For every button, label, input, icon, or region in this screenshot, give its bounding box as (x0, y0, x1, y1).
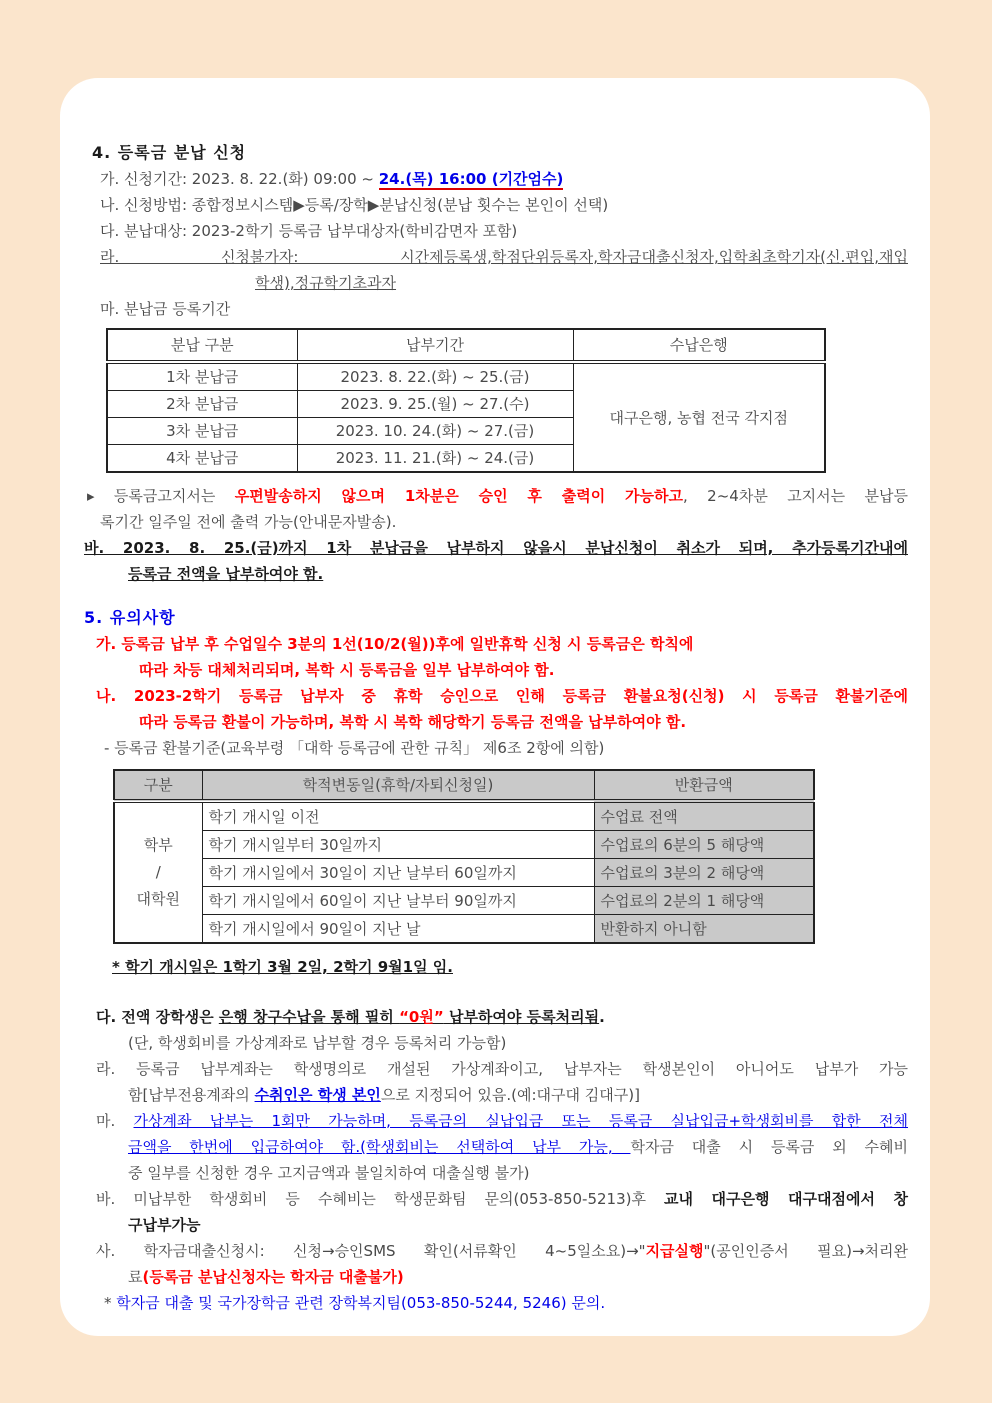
text-line (84, 657, 908, 683)
table-cell: 학기 개시일부터 30일까지 (202, 831, 594, 859)
text-segment: 사. 학자금대출신청시: 신청→승인SMS 확인(서류확인 4~5일소요)→" (96, 1242, 646, 1260)
group-label-line: / (155, 863, 161, 881)
section5-item-refund-request (84, 683, 908, 735)
table-cell: 수업료의 6분의 5 해당액 (594, 831, 814, 859)
table-row (114, 831, 814, 859)
text-line (84, 192, 908, 218)
text-line (84, 1030, 908, 1056)
section5-note-loan-contact (84, 1290, 908, 1316)
document-content (84, 140, 908, 1316)
section5-note-semester-start (84, 954, 908, 980)
text-segment: 가. 신청기간: 2023. 8. 22.(화) 09:00 ~ (100, 170, 379, 188)
text-line (84, 296, 908, 322)
text-line (84, 1290, 908, 1316)
section4-item-application-method (84, 192, 908, 218)
text-line (84, 1004, 908, 1030)
text-segment: 24.(목) 16:00 (기간엄수) (378, 170, 564, 188)
section4-item-registration-period (84, 296, 908, 322)
section5-item-virtual-account (84, 1056, 908, 1108)
text-segment: 학생),정규학기초과자 (255, 274, 397, 292)
text-line (84, 1108, 908, 1134)
text-line (84, 166, 908, 192)
table-header-cell: 학적변동일(휴학/자퇴신청일) (202, 770, 594, 801)
table-row (114, 887, 814, 915)
text-segment: 지급실행 (645, 1242, 704, 1260)
text-segment: 가상계좌 납부는 1회만 가능하며, 등록금의 실납입금 또는 등록금 실납입금+학생회비를 합한 전체 (133, 1112, 908, 1130)
text-segment: 따라 차등 대체처리되며, 복학 시 등록금을 일부 납부하여야 함. (139, 661, 555, 679)
section4-note-bill-print (84, 483, 908, 535)
text-segment: 은행 창구수납을 통해 필히 (218, 1008, 400, 1026)
text-segment: * (104, 1294, 117, 1312)
text-line (84, 1082, 908, 1108)
section5-note-refund-criteria (84, 735, 908, 761)
text-line (84, 218, 908, 244)
text-segment: (단, 학생회비를 가상계좌로 납부할 경우 등록처리 가능함) (128, 1034, 507, 1052)
text-segment: 우편발송하지 않으며 1차분은 승인 후 출력이 가능하고 (234, 487, 684, 505)
text-segment: 교내 대구은행 대구대점에서 창 (664, 1190, 909, 1208)
text-segment: 학자금 대출 시 등록금 외 수혜비 (630, 1138, 908, 1156)
text-segment: 마. (96, 1112, 134, 1130)
text-line (84, 1134, 908, 1160)
text-line (84, 1056, 908, 1082)
text-segment: 나. 2023-2학기 등록금 납부자 중 휴학 승인으로 인해 등록금 환불요청(신청) 시 등록금 환불기준에 (96, 687, 908, 705)
section5-item-leave-of-absence (84, 631, 908, 683)
text-segment: * 학기 개시일은 1학기 3월 2일, 2학기 9월1일 임. (112, 958, 453, 976)
text-segment: 다. 전액 장학생은 (96, 1008, 219, 1026)
text-segment: . (599, 1008, 605, 1026)
text-line (84, 631, 908, 657)
text-segment: 등록금 전액을 납부하여야 함. (128, 565, 324, 583)
text-segment: ▸ (87, 487, 114, 505)
text-segment: 바. 2023. 8. 25.(금)까지 1차 분납금을 납부하지 않을시 분납신청이 취소가 되며, 추가등록기간내에 (84, 539, 908, 557)
text-line (84, 561, 908, 587)
installment-schedule-table (106, 328, 826, 473)
text-line (84, 1212, 908, 1238)
text-segment: 바. 미납부한 학생회비 등 수혜비는 학생문화팀 문의(053-850-5213)후 (96, 1190, 665, 1208)
section5-item-one-time-deposit (84, 1108, 908, 1186)
text-line (84, 1238, 908, 1264)
text-segment: (등록금 분납신청자는 학자금 대출불가) (142, 1268, 404, 1286)
text-line (84, 1160, 908, 1186)
text-line (84, 683, 908, 709)
group-label-line: 대학원 (136, 890, 180, 908)
table-header-cell: 수납은행 (573, 329, 825, 362)
section4-item-not-eligible (84, 244, 908, 296)
table-cell: 학기 개시일에서 60일이 지난 날부터 90일까지 (202, 887, 594, 915)
text-segment: 학자금 대출 및 국가장학금 관련 장학복지팀(053-850-5244, 5246) 문의. (116, 1294, 606, 1312)
text-segment: “0원” (399, 1008, 444, 1026)
table-cell: 반환하지 아니함 (594, 915, 814, 944)
text-segment: 다. 분납대상: 2023-2학기 등록금 납부대상자(학비감면자 포함) (100, 222, 518, 240)
text-line (84, 709, 908, 735)
section4-item-application-period (84, 166, 908, 192)
table-cell: 수업료의 2분의 1 해당액 (594, 887, 814, 915)
table-cell: 3차 분납금 (107, 418, 297, 445)
section4-item-target (84, 218, 908, 244)
section4-item-cancellation (84, 535, 908, 587)
text-segment: 납부하여야 등록처리됨 (443, 1008, 600, 1026)
table-cell: 2023. 11. 21.(화) ~ 24.(금) (297, 445, 573, 473)
table-cell: 수업료의 3분의 2 해당액 (594, 859, 814, 887)
text-segment: 등록금고지서는 (113, 487, 235, 505)
table-row (114, 859, 814, 887)
table-cell: 수업료 전액 (594, 801, 814, 831)
text-segment: "(공인인증서 필요)→처리완 (703, 1242, 908, 1260)
text-segment: 구납부가능 (128, 1216, 201, 1234)
text-line (84, 735, 908, 761)
text-line (84, 483, 908, 509)
table-header-cell: 납부기간 (297, 329, 573, 362)
table-cell: 1차 분납금 (107, 362, 297, 391)
table-cell: 학기 개시일에서 90일이 지난 날 (202, 915, 594, 944)
text-segment: 수취인은 학생 본인 (254, 1086, 381, 1104)
text-segment: 라. 등록금 납부계좌는 학생명의로 개설된 가상계좌이고, 납부자는 학생본인이 아니어도 납부가 가능 (96, 1060, 908, 1078)
text-line (84, 535, 908, 561)
text-segment: 가. 등록금 납부 후 수업일수 3분의 1선(10/2(월))후에 일반휴학 신청 시 등록금은 학칙에 (96, 635, 694, 653)
section5-title: 5. 유의사항 (84, 608, 176, 627)
section4-title: 4. 등록금 분납 신청 (92, 143, 247, 162)
table-cell: 2023. 8. 22.(화) ~ 25.(금) (297, 362, 573, 391)
section5-item-full-scholarship (84, 1004, 908, 1056)
text-segment: 으로 지정되어 있음.(예:대구대 김대구)] (380, 1086, 640, 1104)
text-segment: 따라 등록금 환불이 가능하며, 복학 시 복학 해당학기 등록금 전액을 납부하여야 함. (139, 713, 687, 731)
section5-item-unpaid-fees (84, 1186, 908, 1238)
table-cell: 2차 분납금 (107, 391, 297, 418)
table-cell-bank: 대구은행, 농협 전국 각지점 (573, 362, 825, 472)
text-line (84, 244, 908, 270)
text-line (84, 509, 908, 535)
text-segment: 록기간 일주일 전에 출력 가능(안내문자발송). (100, 513, 397, 531)
table-row (114, 801, 814, 831)
table-row (114, 915, 814, 944)
table-cell: 4차 분납금 (107, 445, 297, 473)
text-segment: , 2~4차분 고지서는 분납등 (683, 487, 909, 505)
text-line (84, 270, 908, 296)
group-label-line: 학부 (143, 836, 173, 854)
table-row (107, 362, 825, 391)
section5-item-student-loan (84, 1238, 908, 1290)
text-segment: 나. 신청방법: 종합정보시스템▶등록/장학▶분납신청(분납 횟수는 본인이 선택) (100, 196, 609, 214)
table-cell: 2023. 10. 24.(화) ~ 27.(금) (297, 418, 573, 445)
table-header-row (107, 329, 825, 362)
table-header-cell: 분납 구분 (107, 329, 297, 362)
text-segment: 료 (128, 1268, 143, 1286)
text-segment: 마. 분납금 등록기간 (100, 300, 231, 318)
table-header-cell: 반환금액 (594, 770, 814, 801)
table-cell-group (114, 801, 202, 943)
text-segment: 함[납부전용계좌의 (128, 1086, 255, 1104)
text-line (84, 1186, 908, 1212)
document-card (60, 78, 930, 1336)
text-line (84, 1264, 908, 1290)
text-segment: 중 일부를 신청한 경우 고지금액과 불일치하여 대출실행 불가) (128, 1164, 530, 1182)
refund-criteria-table (113, 769, 815, 944)
text-segment: 금액을 한번에 입금하여야 함.(학생회비는 선택하여 납부 가능, (128, 1138, 631, 1156)
text-line (84, 954, 908, 980)
table-cell: 2023. 9. 25.(월) ~ 27.(수) (297, 391, 573, 418)
table-cell: 학기 개시일에서 30일이 지난 날부터 60일까지 (202, 859, 594, 887)
text-segment: - 등록금 환불기준(교육부령 「대학 등록금에 관한 규칙」 제6조 2항에 의함) (104, 739, 605, 757)
table-cell: 학기 개시일 이전 (202, 801, 594, 831)
table-header-row (114, 770, 814, 801)
text-segment: 라. 신청불가자: 시간제등록생,학점단위등록자,학자금대출신청자,입학최초학기자(신.편입,재입 (100, 248, 908, 266)
table-header-cell: 구분 (114, 770, 202, 801)
